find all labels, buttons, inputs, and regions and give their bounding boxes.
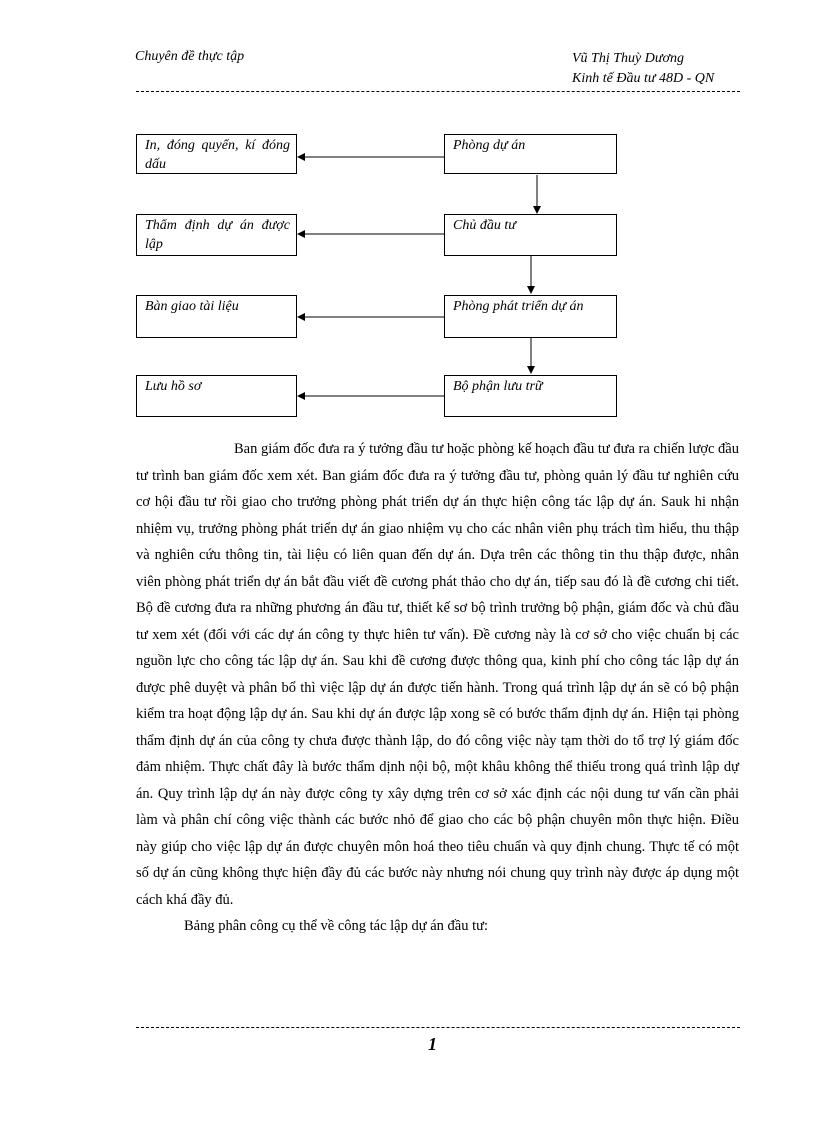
box-phong-du-an: Phòng dự án [444,134,617,174]
box-in-dong-quyen: In, đóng quyển, kí đóng dấu [136,134,297,174]
paragraph-process-description: Ban giám đốc đưa ra ý tưởng đầu tư hoặc phòng kế hoạch đầu tư đưa ra chiến lược đầu tư trình ban giám đốc xem xét. Ban giám đốc đưa ra ý tưởng đầu tư, phòng quản lý đầu tư nghiên cứu cơ hội đầu tư rồi giao cho trưởng phòng phát triển dự án thực hiện công tác lập dự án. Sauk hi nhận nhiệm vụ, trưởng phòng phát triển dự án giao nhiệm vụ cho các nhân viên phụ trách tìm hiểu, thu thập và nghiên cứu thông tin, tài liệu có liên quan đến dự án. Dựa trên các thông tin thu thập được, nhân viên phòng phát triển dự án bắt đầu viết đề cương phát thảo cho dự án, tiếp sau đó là đề cương chi tiết. Bộ đề cương đưa ra những phương án đầu tư, thiết kế sơ bộ trình trưởng bộ phận, giám đốc và chủ đầu tư xem xét (đối với các dự án công ty thực hiên tư vấn). Đề cương này là cơ sở cho việc chuẩn bị các nguồn lực cho công tác lập dự án. Sau khi đề cương được thông qua, kinh phí cho công tác lập dự án được phê duyệt và phân bổ thì việc lập dự án được tiến hành. Trong quá trình lập dự án sẽ có bộ phận kiểm tra hoạt động lập dự án. Sau khi dự án được lập xong sẽ có bước thẩm định dự án. Hiện tại phòng thẩm định dự án của công ty chưa được thành lập, do đó công việc này tạm thời do tổ trợ lý giám đốc đảm nhiệm. Thực chất đây là bước thẩm dịnh nội bộ, một khâu không thể thiếu trong quá trình lập dự án. Quy trình lập dự án này được công ty xây dựng trên cơ sở xác định các nội dung tư vấn cần phải làm và phân chí công việc thành các bước nhỏ để giao cho các bộ phận chuyên môn thực hiện. Điều này giúp cho việc lập dự án được chuyên môn hoá theo tiêu chuẩn và quy định chung. Thực tế có một số dự án cũng không thực hiện đầy đủ các bước này nhưng nói chung quy trình này được áp dụng một cách khá đầy đủ. [136,441,739,908]
footer-divider [136,1027,740,1028]
header-author: Vũ Thị Thuỳ Dương [572,51,684,66]
header-class: Kinh tế Đầu tư 48D - QN [572,71,715,86]
body-text [136,436,739,940]
box-phong-phat-trien-du-an: Phòng phát triển dự án [444,295,617,338]
page-number: 1 [428,1034,437,1054]
box-ban-giao-tai-lieu: Bàn giao tài liệu [136,295,297,338]
box-luu-ho-so: Lưu hồ sơ [136,375,297,417]
paragraph-table-intro: Bảng phân công cụ thể về công tác lập dự án đầu tư: [184,918,489,934]
box-chu-dau-tu: Chủ đầu tư [444,214,617,256]
flowchart-arrows [0,0,816,440]
box-tham-dinh-du-an: Thẩm định dự án được lập [136,214,297,256]
header-left-title: Chuyên đề thực tập [135,49,245,64]
box-bo-phan-luu-tru: Bộ phận lưu trữ [444,375,617,417]
